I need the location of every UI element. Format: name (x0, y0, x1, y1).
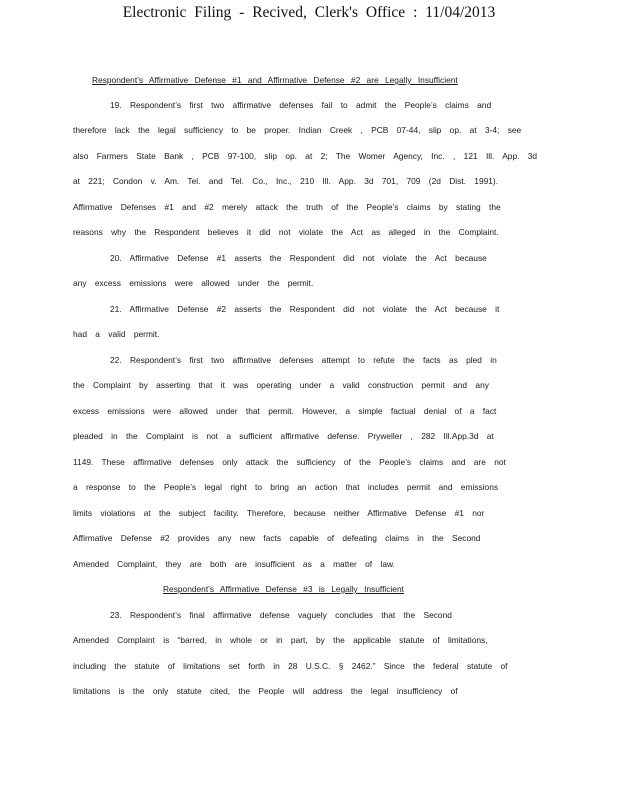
paragraph-line: the Complaint by asserting that it was operating under a valid construction permit and any (73, 380, 489, 390)
paragraph-line: had a valid permit. (73, 329, 160, 339)
paragraph-line: therefore lack the legal sufficiency to be proper. Indian Creek , PCB 07-44, slip op. at 3-4; see (73, 125, 522, 135)
paragraph-line: a response to the People’s legal right to bring an action that includes permit and emissions (73, 482, 499, 492)
paragraph-line: reasons why the Respondent believes it did not violate the Act as alleged in the Complaint. (73, 227, 499, 237)
paragraph-line: 19. Respondent’s first two affirmative defenses fail to admit the People’s claims and (110, 100, 492, 110)
paragraph-line: 23. Respondent’s final affirmative defense vaguely concludes that the Second (110, 610, 452, 620)
paragraph-line: also Farmers State Bank , PCB 97-100, slip op. at 2; The Womer Agency, Inc. , 121 Ill. App. 3d (73, 151, 538, 161)
section-heading-1: Respondent’s Affirmative Defense #1 and Affirmative Defense #2 are Legally Insufficient (92, 75, 458, 85)
filing-header: Electronic Filing - Recived, Clerk's Office : 11/04/2013 (122, 4, 496, 21)
paragraph-line: including the statute of limitations set forth in 28 U.S.C. § 2462.” Since the federal statute of (73, 661, 508, 671)
paragraph-line: 22. Respondent’s first two affirmative defenses attempt to refute the facts as pled in (110, 355, 497, 365)
paragraph-line: limitations is the only statute cited, the People will address the legal insufficiency of (73, 686, 458, 696)
paragraph-line: at 221; Condon v. Am. Tel. and Tel. Co., Inc., 210 Ill. App. 3d 701, 709 (2d Dist. 1991). (73, 176, 499, 186)
paragraph-line: limits violations at the subject facility. Therefore, because neither Affirmative Defense #1 nor (73, 508, 485, 518)
paragraph-line: Affirmative Defense #2 provides any new facts capable of defeating claims in the Second (73, 533, 481, 543)
paragraph-line: 21. Affirmative Defense #2 asserts the Respondent did not violate the Act because it (110, 304, 500, 314)
paragraph-line: Affirmative Defenses #1 and #2 merely attack the truth of the People’s claims by stating the (73, 202, 501, 212)
paragraph-line: 20. Affirmative Defense #1 asserts the Respondent did not violate the Act because (110, 253, 487, 263)
paragraph-line: any excess emissions were allowed under the permit. (73, 278, 314, 288)
paragraph-line: excess emissions were allowed under that permit. However, a simple factual denial of a fact (73, 406, 497, 416)
paragraph-line: Amended Complaint is “barred, in whole or in part, by the applicable statute of limitations, (73, 635, 488, 645)
paragraph-line: Amended Complaint, they are both are insufficient as a matter of law. (73, 559, 395, 569)
paragraph-line: 1149. These affirmative defenses only attack the sufficiency of the People’s claims and are not (73, 457, 506, 467)
paragraph-line: pleaded in the Complaint is not a sufficient affirmative defense. Pryweller , 282 Ill.App.3d at (73, 431, 494, 441)
section-heading-2: Respondent’s Affirmative Defense #3 is Legally Insufficient (163, 584, 404, 594)
